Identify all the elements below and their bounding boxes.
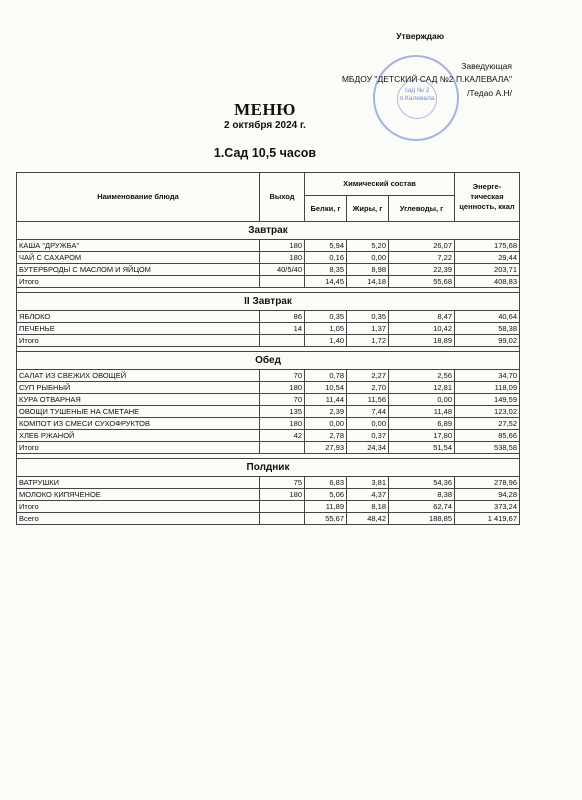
approval-organization: МБДОУ "ДЕТСКИЙ САД №2 П.КАЛЕВАЛА" [341, 74, 512, 84]
energy-value: 29,44 [455, 252, 520, 264]
dish-output: 14 [260, 323, 305, 335]
carbs-value: 10,42 [389, 323, 455, 335]
grand-total-value: 188,85 [389, 513, 455, 525]
stamp-text: сад № 2 п.Калевала [399, 87, 435, 102]
dish-name: КУРА ОТВАРНАЯ [17, 394, 260, 406]
total-value: 1,40 [305, 335, 347, 347]
carbs-value: 8,47 [389, 311, 455, 323]
total-row [17, 335, 520, 347]
dish-name: ПЕЧЕНЬЕ [17, 323, 260, 335]
fat-value: 3,81 [347, 477, 389, 489]
section-header-row [17, 222, 520, 240]
menu-table [16, 172, 520, 525]
dish-name: ВАТРУШКИ [17, 477, 260, 489]
section-header-row [17, 459, 520, 477]
dish-output: 75 [260, 477, 305, 489]
table-row [17, 406, 520, 418]
total-value: 51,54 [389, 442, 455, 454]
total-value: 27,93 [305, 442, 347, 454]
protein-value: 5,94 [305, 240, 347, 252]
energy-value: 278,96 [455, 477, 520, 489]
total-label: Итого [17, 276, 260, 288]
fat-value: 0,00 [347, 252, 389, 264]
carbs-value: 2,56 [389, 370, 455, 382]
grand-total-label: Всего [17, 513, 260, 525]
energy-value: 175,68 [455, 240, 520, 252]
carbs-value: 0,00 [389, 394, 455, 406]
total-value: 408,83 [455, 276, 520, 288]
total-output-empty [260, 442, 305, 454]
menu-date: 2 октября 2024 г. [224, 120, 306, 131]
fat-value: 11,56 [347, 394, 389, 406]
energy-value: 27,52 [455, 418, 520, 430]
total-value: 11,89 [305, 501, 347, 513]
section-header-row [17, 293, 520, 311]
grand-total-row [17, 513, 520, 525]
dish-output: 180 [260, 252, 305, 264]
carbs-value: 12,81 [389, 382, 455, 394]
energy-value: 123,02 [455, 406, 520, 418]
energy-value: 40,64 [455, 311, 520, 323]
grand-total-value: 48,42 [347, 513, 389, 525]
table-row [17, 382, 520, 394]
dish-output: 180 [260, 418, 305, 430]
table-row [17, 264, 520, 276]
carbs-value: 11,48 [389, 406, 455, 418]
header-energy: Энерге- тическая ценность, ккал [455, 173, 520, 222]
dish-name: КОМПОТ ИЗ СМЕСИ СУХОФРУКТОВ [17, 418, 260, 430]
protein-value: 0,00 [305, 418, 347, 430]
table-row [17, 311, 520, 323]
section-header-row [17, 352, 520, 370]
total-row [17, 501, 520, 513]
protein-value: 1,05 [305, 323, 347, 335]
energy-value: 85,66 [455, 430, 520, 442]
carbs-value: 22,39 [389, 264, 455, 276]
total-row [17, 276, 520, 288]
dish-output: 70 [260, 370, 305, 382]
total-output-empty [260, 501, 305, 513]
total-label: Итого [17, 335, 260, 347]
fat-value: 8,98 [347, 264, 389, 276]
total-value: 55,68 [389, 276, 455, 288]
header-protein: Белки, г [305, 196, 347, 222]
protein-value: 6,83 [305, 477, 347, 489]
approval-signature: /Тедао А.Н/ [467, 88, 512, 98]
carbs-value: 54,36 [389, 477, 455, 489]
header-fat: Жиры, г [347, 196, 389, 222]
protein-value: 0,16 [305, 252, 347, 264]
grand-total-value: 1 419,67 [455, 513, 520, 525]
protein-value: 8,35 [305, 264, 347, 276]
fat-value: 1,37 [347, 323, 389, 335]
protein-value: 5,06 [305, 489, 347, 501]
fat-value: 7,44 [347, 406, 389, 418]
table-row [17, 430, 520, 442]
grand-total-value: 55,67 [305, 513, 347, 525]
section-title: Обед [17, 352, 520, 370]
total-value: 62,74 [389, 501, 455, 513]
dish-name: ЯБЛОКО [17, 311, 260, 323]
carbs-value: 8,38 [389, 489, 455, 501]
protein-value: 0,78 [305, 370, 347, 382]
total-value: 14,18 [347, 276, 389, 288]
total-value: 373,24 [455, 501, 520, 513]
protein-value: 11,44 [305, 394, 347, 406]
dish-name: САЛАТ ИЗ СВЕЖИХ ОВОЩЕЙ [17, 370, 260, 382]
fat-value: 4,37 [347, 489, 389, 501]
energy-value: 58,38 [455, 323, 520, 335]
protein-value: 0,35 [305, 311, 347, 323]
grand-total-output-empty [260, 513, 305, 525]
total-value: 24,34 [347, 442, 389, 454]
dish-output: 180 [260, 240, 305, 252]
total-value: 538,58 [455, 442, 520, 454]
table-row [17, 418, 520, 430]
menu-subtitle: 1.Сад 10,5 часов [213, 146, 317, 160]
section-title: Завтрак [17, 222, 520, 240]
total-value: 1,72 [347, 335, 389, 347]
total-label: Итого [17, 442, 260, 454]
approval-title: Утверждаю [396, 31, 444, 41]
table-row [17, 240, 520, 252]
energy-value: 118,09 [455, 382, 520, 394]
table-row [17, 489, 520, 501]
carbs-value: 7,22 [389, 252, 455, 264]
dish-name: КАША "ДРУЖБА" [17, 240, 260, 252]
dish-output: 180 [260, 382, 305, 394]
carbs-value: 17,80 [389, 430, 455, 442]
carbs-value: 26,07 [389, 240, 455, 252]
menu-body [17, 222, 520, 525]
dish-name: ХЛЕБ РЖАНОЙ [17, 430, 260, 442]
dish-name: ОВОЩИ ТУШЕНЫЕ НА СМЕТАНЕ [17, 406, 260, 418]
table-row [17, 252, 520, 264]
header-chemical-composition: Химический состав [305, 173, 455, 196]
fat-value: 2,27 [347, 370, 389, 382]
table-row [17, 394, 520, 406]
total-value: 8,18 [347, 501, 389, 513]
section-title: Полдник [17, 459, 520, 477]
fat-value: 0,35 [347, 311, 389, 323]
page-title: МЕНЮ [234, 100, 296, 119]
header-output: Выход [260, 173, 305, 222]
table-row [17, 323, 520, 335]
dish-output: 86 [260, 311, 305, 323]
dish-output: 135 [260, 406, 305, 418]
header-carbs: Углеводы, г [389, 196, 455, 222]
protein-value: 10,54 [305, 382, 347, 394]
fat-value: 5,20 [347, 240, 389, 252]
section-title: II Завтрак [17, 293, 520, 311]
dish-output: 42 [260, 430, 305, 442]
fat-value: 2,70 [347, 382, 389, 394]
fat-value: 0,37 [347, 430, 389, 442]
total-value: 99,02 [455, 335, 520, 347]
energy-value: 149,59 [455, 394, 520, 406]
total-output-empty [260, 276, 305, 288]
header-dish-name: Наименование блюда [17, 173, 260, 222]
dish-name: ЧАЙ С САХАРОМ [17, 252, 260, 264]
dish-name: СУП РЫБНЫЙ [17, 382, 260, 394]
table-row [17, 370, 520, 382]
table-row [17, 477, 520, 489]
dish-name: БУТЕРБРОДЫ С МАСЛОМ И ЯЙЦОМ [17, 264, 260, 276]
dish-output: 40/5/40 [260, 264, 305, 276]
carbs-value: 6,89 [389, 418, 455, 430]
protein-value: 2,78 [305, 430, 347, 442]
total-value: 14,45 [305, 276, 347, 288]
energy-value: 34,70 [455, 370, 520, 382]
total-label: Итого [17, 501, 260, 513]
total-output-empty [260, 335, 305, 347]
approval-position: Заведующая [461, 61, 512, 71]
fat-value: 0,00 [347, 418, 389, 430]
dish-name: МОЛОКО КИПЯЧЕНОЕ [17, 489, 260, 501]
protein-value: 2,39 [305, 406, 347, 418]
energy-value: 203,71 [455, 264, 520, 276]
energy-value: 94,28 [455, 489, 520, 501]
dish-output: 70 [260, 394, 305, 406]
total-row [17, 442, 520, 454]
dish-output: 180 [260, 489, 305, 501]
total-value: 18,89 [389, 335, 455, 347]
